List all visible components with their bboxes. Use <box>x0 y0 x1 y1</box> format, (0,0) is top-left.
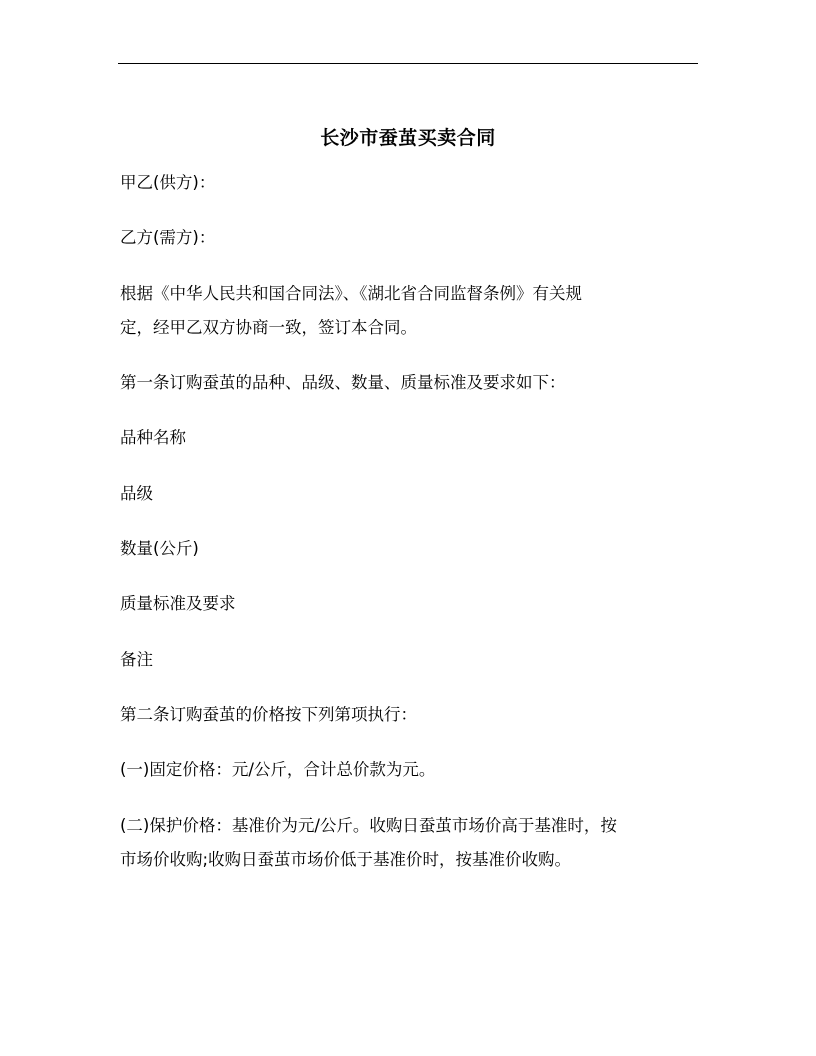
article-1-item-variety: 品种名称 <box>120 428 186 447</box>
header-rule <box>118 63 698 64</box>
article-1-item-quantity: 数量(公斤) <box>120 539 199 558</box>
article-1-item-quality: 质量标准及要求 <box>120 594 236 613</box>
article-1-heading: 第一条订购蚕茧的品种、品级、数量、质量标准及要求如下： <box>120 373 566 392</box>
preamble-line-1: 根据《中华人民共和国合同法》、《湖北省合同监督条例》有关规 <box>120 284 582 303</box>
party-b-line: 乙方(需方)： <box>120 228 216 247</box>
clause-protect-price-line-1: (二)保护价格：基准价为元/公斤。收购日蚕茧市场价高于基准时，按 <box>120 816 617 835</box>
document-title: 长沙市蚕茧买卖合同 <box>320 127 496 149</box>
party-a-line: 甲乙(供方)： <box>120 173 216 192</box>
clause-fixed-price: (一)固定价格：元/公斤，合计总价款为元。 <box>120 760 436 779</box>
article-2-heading: 第二条订购蚕茧的价格按下列第项执行： <box>120 705 417 724</box>
article-1-item-grade: 品级 <box>120 484 153 503</box>
preamble-line-2: 定，经甲乙双方协商一致，签订本合同。 <box>120 318 417 337</box>
clause-protect-price-line-2: 市场价收购;收购日蚕茧市场价低于基准价时，按基准价收购。 <box>120 850 572 869</box>
article-1-item-remarks: 备注 <box>120 650 153 669</box>
